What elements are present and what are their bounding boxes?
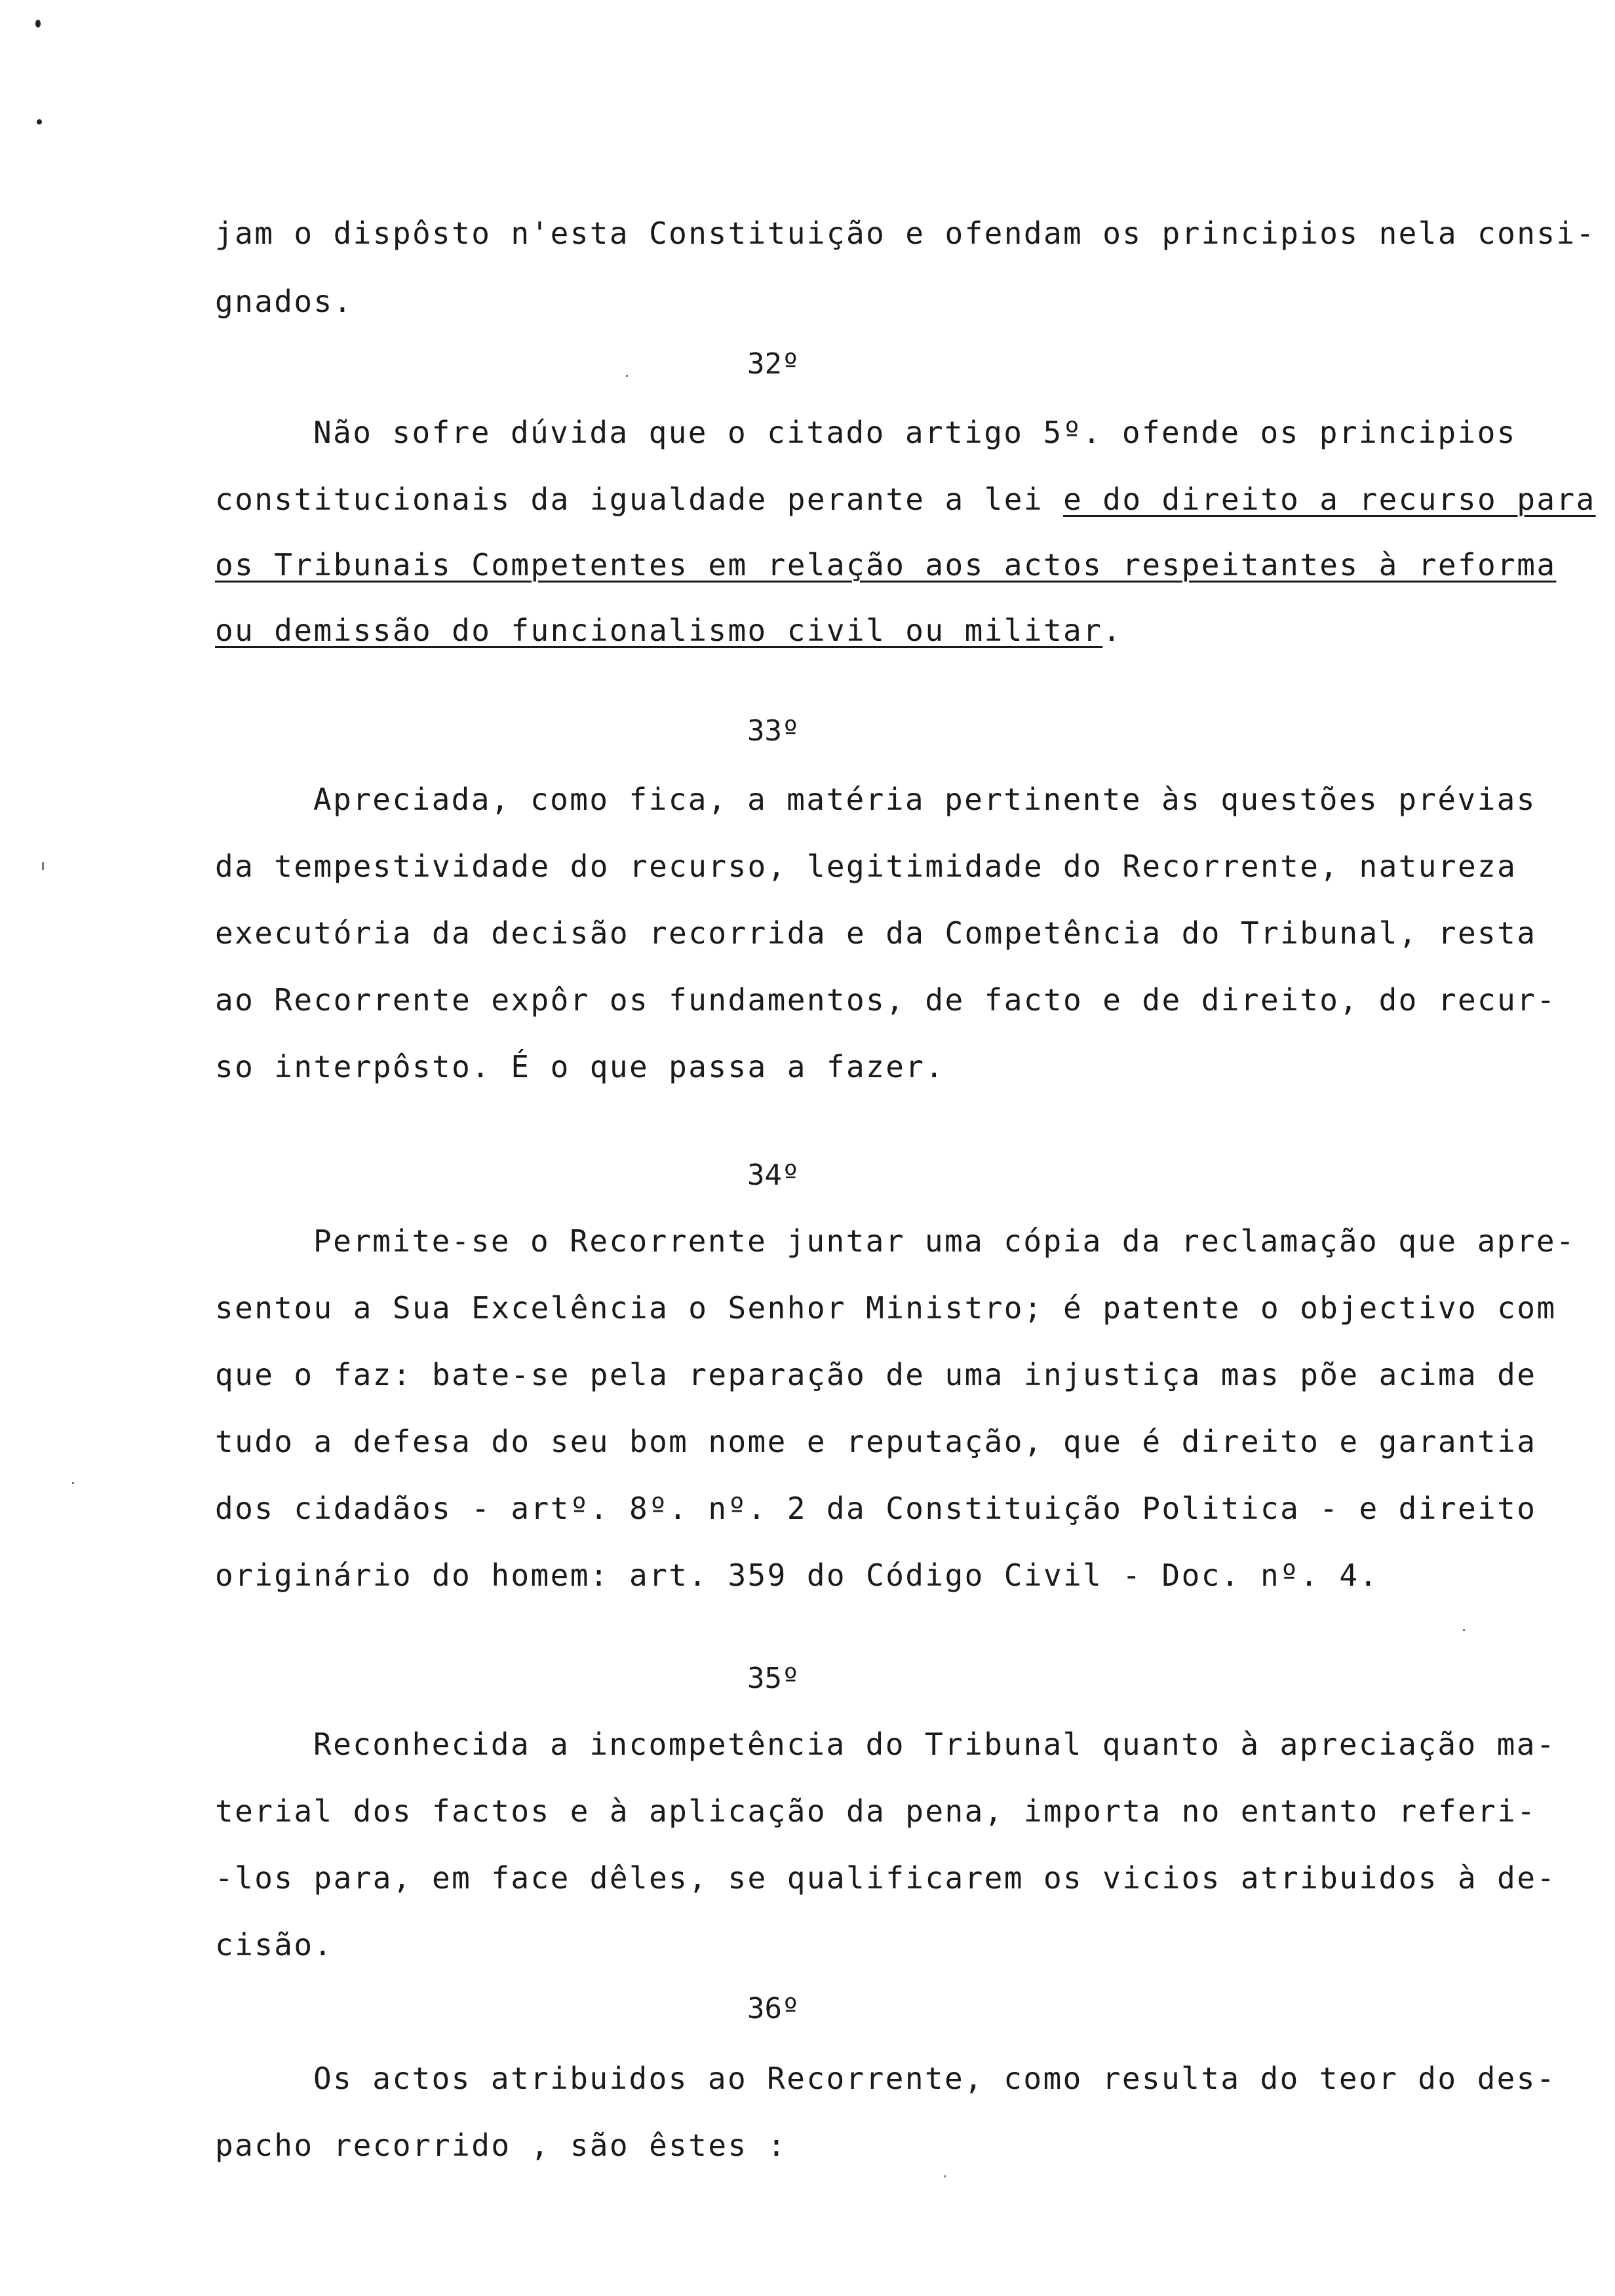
margin-dot-mark — [35, 20, 41, 28]
paragraph-line: Permite-se o Recorrente juntar uma cópia da reclamação que apre- — [313, 1223, 1576, 1259]
scan-speck — [1463, 1629, 1465, 1631]
section-number-32: 32º — [747, 347, 800, 381]
paragraph-line: pacho recorrido , são êstes : — [215, 2128, 787, 2163]
paragraph-line: tudo a defesa do seu bom nome e reputação, que é direito e garantia — [215, 1424, 1537, 1459]
paragraph-line — [215, 545, 1556, 584]
scan-speck — [42, 862, 44, 870]
paragraph-line: originário do homem: art. 359 do Código Civil - Doc. nº. 4. — [215, 1558, 1379, 1593]
section-number-35: 35º — [747, 1662, 800, 1695]
paragraph-line: cisão. — [215, 1927, 334, 1962]
paragraph-line: -los para, em face dêles, se qualificarem os vicios atribuidos à de- — [215, 1860, 1557, 1896]
underlined-text: e do direito a recurso para — [1063, 482, 1596, 517]
paragraph-line — [215, 480, 1596, 519]
section-number-36: 36º — [747, 1992, 800, 2025]
section-number-34: 34º — [747, 1158, 800, 1192]
paragraph-line — [215, 611, 1122, 650]
margin-dot-mark — [37, 119, 42, 124]
paragraph-line: sentou a Sua Excelência o Senhor Ministro; é patente o objectivo com — [215, 1290, 1557, 1326]
paragraph-line: ao Recorrente expôr os fundamentos, de facto e de direito, do recur- — [215, 982, 1557, 1018]
scan-speck — [626, 375, 628, 377]
paragraph-line: jam o dispôsto n'esta Constituição e ofendam os principios nela consi- — [215, 216, 1596, 251]
paragraph-line: Os actos atribuidos ao Recorrente, como resulta do teor do des- — [313, 2061, 1556, 2096]
paragraph-line: Não sofre dúvida que o citado artigo 5º. ofende os principios — [313, 415, 1517, 450]
paragraph-line: Apreciada, como fica, a matéria pertinente às questões prévias — [313, 782, 1536, 817]
scan-speck — [944, 2175, 946, 2177]
underlined-text: os Tribunais Competentes em relação aos actos respeitantes à reforma — [215, 547, 1557, 583]
text-run: constitucionais da igualdade perante a lei — [215, 482, 1064, 517]
paragraph-line: dos cidadãos - artº. 8º. nº. 2 da Constituição Politica - e direito — [215, 1491, 1537, 1526]
paragraph-line: so interpôsto. É o que passa a fazer. — [215, 1049, 945, 1084]
paragraph-line: da tempestividade do recurso, legitimidade do Recorrente, natureza — [215, 849, 1517, 884]
text-run: . — [1102, 613, 1123, 648]
paragraph-line: terial dos factos e à aplicação da pena, importa no entanto referi- — [215, 1793, 1537, 1829]
underlined-text: ou demissão do funcionalismo civil ou militar — [215, 613, 1103, 648]
paragraph-line: gnados. — [215, 284, 353, 319]
section-number-33: 33º — [747, 714, 800, 748]
scan-speck — [72, 1482, 74, 1484]
paragraph-line: que o faz: bate-se pela reparação de uma injustiça mas põe acima de — [215, 1357, 1537, 1392]
paragraph-line: executória da decisão recorrida e da Competência do Tribunal, resta — [215, 915, 1537, 951]
paragraph-line: Reconhecida a incompetência do Tribunal quanto à apreciação ma- — [313, 1727, 1556, 1762]
